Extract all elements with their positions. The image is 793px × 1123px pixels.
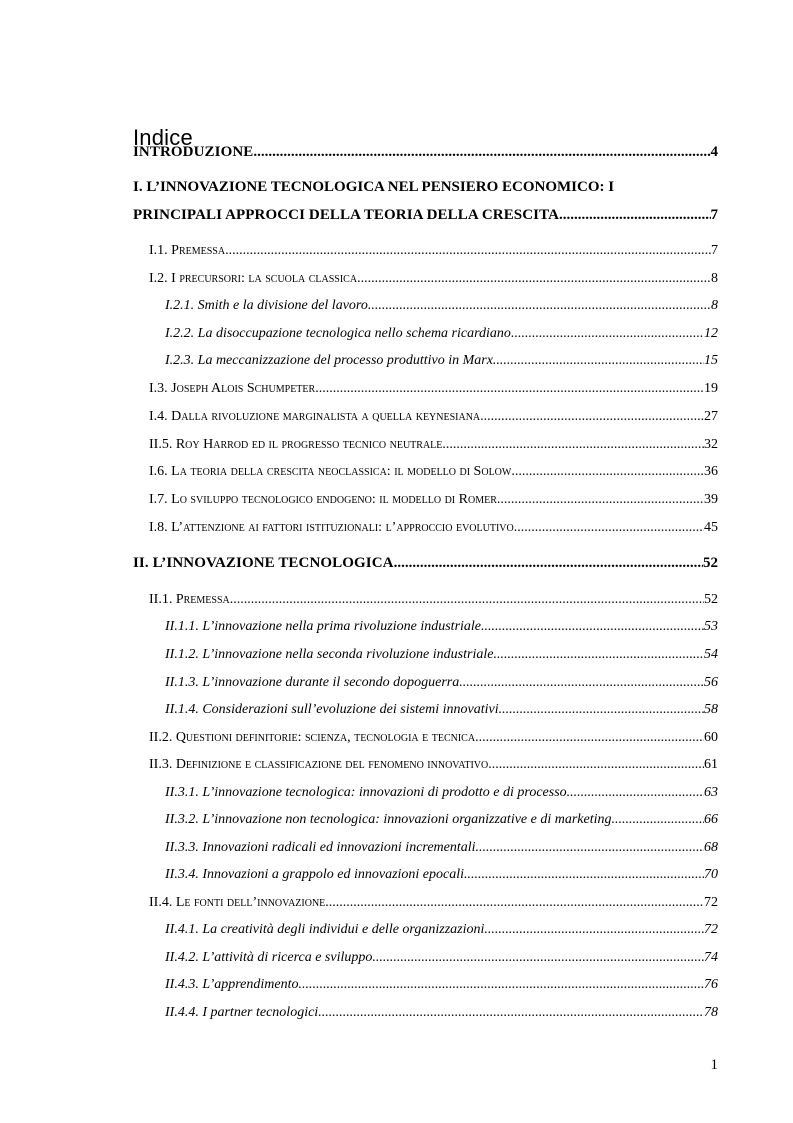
toc-entry-page: 15 [704,353,718,368]
toc-entry-page: 8 [711,298,718,313]
toc-entry-title: II.4.2. L’attività di ricerca e sviluppo [165,950,373,965]
dot-leader [475,730,704,746]
toc-entry-title: I.2. I precursori: la scuola classica [149,271,358,286]
dot-leader [499,702,704,718]
toc-entry-title: II.1.2. L’innovazione nella seconda rivoluzione industriale [165,647,494,662]
toc-entry[interactable] [165,647,718,663]
toc-entry[interactable] [165,326,718,342]
toc-entry[interactable] [149,437,718,453]
page-title: Indice [133,124,193,150]
toc-entry-title: II.1.4. Considerazioni sull’evoluzione dei sistemi innovativi [165,702,499,717]
toc-entry-title: PRINCIPALI APPROCCI DELLA TEORIA DELLA CRESCITA [133,207,560,223]
dot-leader [511,464,704,480]
dot-leader [511,326,704,342]
dot-leader [325,895,704,911]
toc-entry-page: 53 [704,619,718,634]
dot-leader [368,298,711,314]
dot-leader [488,757,704,773]
toc-entry[interactable] [149,520,718,536]
dot-leader [493,647,704,663]
dot-leader [318,1005,704,1021]
toc-entry-title: II.5. Roy Harrod ed il progresso tecnico neutrale [149,437,443,452]
dot-leader [372,950,704,966]
dot-leader [299,977,705,993]
toc-entry[interactable] [149,409,718,425]
toc-entry-title: I.6. La teoria della crescita neoclassica: il modello di Solow [149,464,512,479]
toc-entry[interactable] [149,757,718,773]
dot-leader [442,437,704,453]
toc-entry[interactable] [165,840,718,856]
toc-entry-page: 8 [711,271,718,286]
toc-entry-page: 68 [704,840,718,855]
toc-entry-title: II.3. Definizione e classificazione del fenomeno innovativo [149,757,489,772]
toc-entry[interactable] [149,592,718,608]
toc-entry-title: II.1. Premessa [149,592,230,607]
toc-entry[interactable] [149,464,718,480]
toc-entry-title: II. L’INNOVAZIONE TECNOLOGICA [133,555,394,571]
toc-entry-page: 76 [704,977,718,992]
dot-leader [476,840,704,856]
toc-entry[interactable] [149,271,718,287]
toc-chapter-2[interactable] [133,555,718,572]
dot-leader [394,555,703,572]
toc-entry-page: 45 [704,520,718,535]
dot-leader [493,353,704,369]
toc-entry-title: I.7. Lo sviluppo tecnologico endogeno: il modello di Romer [149,492,497,507]
toc-entry-title: II.4.1. La creatività degli individui e delle organizzazioni [165,922,485,937]
dot-leader [484,922,704,938]
toc-entry-page: 70 [704,867,718,882]
toc-entry[interactable] [165,977,718,993]
toc-entry-page: 12 [704,326,718,341]
toc-entry[interactable] [165,675,718,691]
dot-leader [497,492,704,508]
dot-leader [315,381,704,397]
dot-leader [464,867,704,883]
toc-entry-title: I.2.1. Smith e la divisione del lavoro [165,298,368,313]
toc-entry[interactable] [165,702,718,718]
dot-leader [612,812,704,828]
toc-entry-page: 36 [704,464,718,479]
toc-entry-page: 78 [704,1005,718,1020]
dot-leader [230,592,704,608]
dot-leader [514,520,704,536]
toc-entry-page: 63 [704,785,718,800]
toc-entry-title: I.2.2. La disoccupazione tecnologica nello schema ricardiano [165,326,511,341]
toc-entry-title: II.4. Le fonti dell’innovazione [149,895,326,910]
toc-entry-page: 56 [704,675,718,690]
toc-entry-page: 60 [704,730,718,745]
toc-entry-introduzione[interactable] [133,144,718,161]
toc-entry-page: 72 [704,895,718,910]
dot-leader [253,144,710,161]
toc-entry-title: I.1. Premessa [149,243,226,258]
toc-entry-page: 52 [704,592,718,607]
dot-leader [480,409,704,425]
toc-entry-title: II.2. Questioni definitorie: scienza, tecnologia e tecnica [149,730,476,745]
toc-entry[interactable] [165,812,718,828]
toc-entry-page: 27 [704,409,718,424]
toc-entry-title: II.1.1. L’innovazione nella prima rivoluzione industriale [165,619,482,634]
toc-entry[interactable] [165,1005,718,1021]
toc-entry-page: 32 [704,437,718,452]
toc-entry-title: II.3.2. L’innovazione non tecnologica: innovazioni organizzative e di marketing [165,812,612,827]
toc-entry-page: 54 [704,647,718,662]
dot-leader [559,207,710,224]
toc-entry-title: II.3.3. Innovazioni radicali ed innovazioni incrementali [165,840,476,855]
toc-entry-page: 19 [704,381,718,396]
page-number: 1 [710,1057,718,1073]
toc-entry[interactable] [149,730,718,746]
toc-entry-title: INTRODUZIONE [133,144,254,160]
toc-entry-title: I.4. Dalla rivoluzione marginalista a quella keynesiana [149,409,481,424]
dot-leader [459,675,704,691]
toc-entry[interactable] [165,950,718,966]
toc-entry[interactable] [149,895,718,911]
dot-leader [481,619,704,635]
toc-entry[interactable] [149,243,718,259]
toc-chapter-1-title-line-1[interactable]: I. L’INNOVAZIONE TECNOLOGICA NEL PENSIERO ECONOMICO: I [133,179,615,195]
toc-entry-page: 7 [710,207,718,223]
toc-entry[interactable] [165,867,718,883]
toc-entry[interactable] [149,381,718,397]
toc-entry-page: 72 [704,922,718,937]
toc-chapter-1[interactable] [133,207,718,224]
dot-leader [225,243,711,259]
toc-entry[interactable] [165,298,718,314]
toc-entry-page: 66 [704,812,718,827]
toc-entry[interactable] [165,353,718,369]
toc-entry-title: II.3.4. Innovazioni a grappolo ed innovazioni epocali [165,867,465,882]
toc-entry-title: II.3.1. L’innovazione tecnologica: innovazioni di prodotto e di processo [165,785,567,800]
toc-entry-title: II.4.3. L’apprendimento [165,977,299,992]
dot-leader [357,271,711,287]
toc-entry-page: 7 [711,243,718,258]
dot-leader [567,785,704,801]
toc-entry-title: II.1.3. L’innovazione durante il secondo dopoguerra [165,675,460,690]
toc-entry-title: I.2.3. La meccanizzazione del processo produttivo in Marx [165,353,493,368]
toc-entry-title: I.3. Joseph Alois Schumpeter [149,381,316,396]
toc-entry-page: 58 [704,702,718,717]
toc-entry-page: 61 [704,757,718,772]
toc-entry-page: 52 [703,555,718,571]
toc-entry[interactable] [165,785,718,801]
toc-entry[interactable] [165,619,718,635]
toc-entry-title: I.8. L’attenzione ai fattori istituzionali: l’approccio evolutivo [149,520,514,535]
toc-entry-title: II.4.4. I partner tecnologici [165,1005,319,1020]
toc-entry[interactable] [149,492,718,508]
toc-entry-page: 4 [710,144,718,160]
toc-entry[interactable] [165,922,718,938]
toc-entry-page: 74 [704,950,718,965]
toc-entry-page: 39 [704,492,718,507]
